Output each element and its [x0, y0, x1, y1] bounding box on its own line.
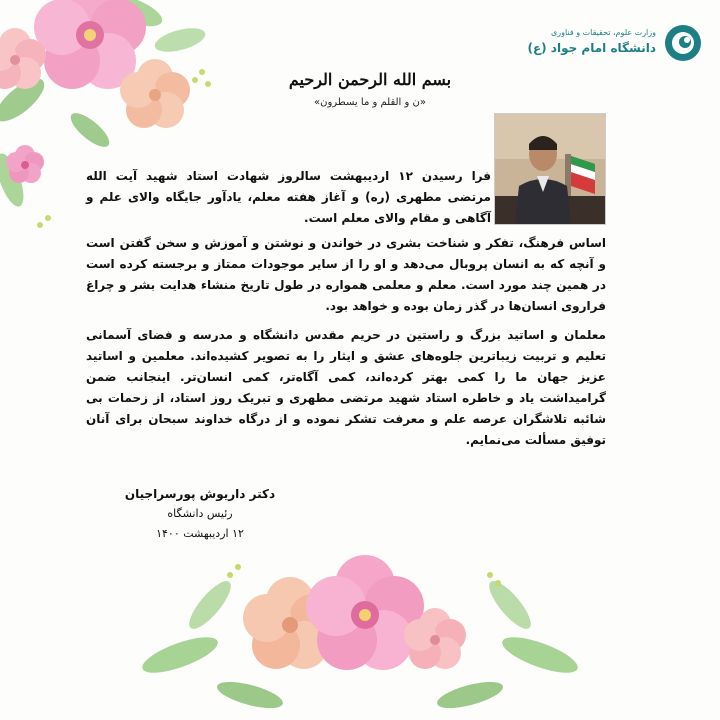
university-logo — [472, 24, 702, 64]
signatory-name: دکتر داریوش پورسراجیان — [124, 487, 276, 501]
ministry-line: وزارت علوم، تحقیقات و فناوری — [551, 28, 656, 37]
university-logo-icon — [664, 24, 702, 62]
paragraph-3: معلمان و اساتید بزرگ و راستین در حریم مقدس دانشگاه و مدرسه و فضای آسمانی تعلیم و تربیت زیباترین جلوه‌های عشق و ایثار را به تصویر کشیده‌اند. معلمین و اساتید عزیز جهان ما را کمی بهتر کرده‌اند، کمی آگاه‌تر، کمی انسان‌تر. اینجانب ضمن گرامیداشت یاد و خاطره استاد شهید مرتضی مطهری و تبریک روز استاد، از زحمات بی شائبه تلاشگران عرصه علم و معرفت تشکر نموده و از درگاه خداوند سبحان برای آنان توفیق مسألت می‌نمایم. — [86, 328, 606, 447]
university-name: دانشگاه امام جواد (ع) — [527, 41, 656, 55]
portrait-image-icon — [495, 114, 605, 224]
bismillah-heading: بسم الله الرحمن الرحیم — [288, 70, 452, 89]
signature-date: ۱۲ اردیبهشت ۱۴۰۰ — [156, 527, 244, 540]
floral-decoration-bottom-icon — [140, 545, 580, 720]
quran-verse: «ن و القلم و ما یسطرون» — [314, 97, 426, 108]
signatory-role: رئیس دانشگاه — [167, 507, 233, 520]
president-photo — [494, 113, 606, 225]
paragraph-1: فرا رسیدن ۱۲ اردیبهشت سالروز شهادت استاد شهید آیت الله مرتضی مطهری (ره) و آغاز هفته معلم، یادآور جایگاه والای علم و آگاهی و مقام والای معلم است. — [86, 169, 492, 225]
signature-block — [110, 484, 290, 544]
paragraph-2: اساس فرهنگ، تفکر و شناخت بشری در خواندن و نوشتن و آموزش و سخن گفتن است و آنچه که به انسان پروبال می‌دهد و او را از سایر موجودات ممتاز و برجسته کرده است در همین چند مورد است. معلم و معلمی همواره در طول تاریخ منشاء هدایت بشر و چراغ فراروی انسان‌ها در گذر زمان بوده و خواهد بود. — [86, 236, 606, 313]
